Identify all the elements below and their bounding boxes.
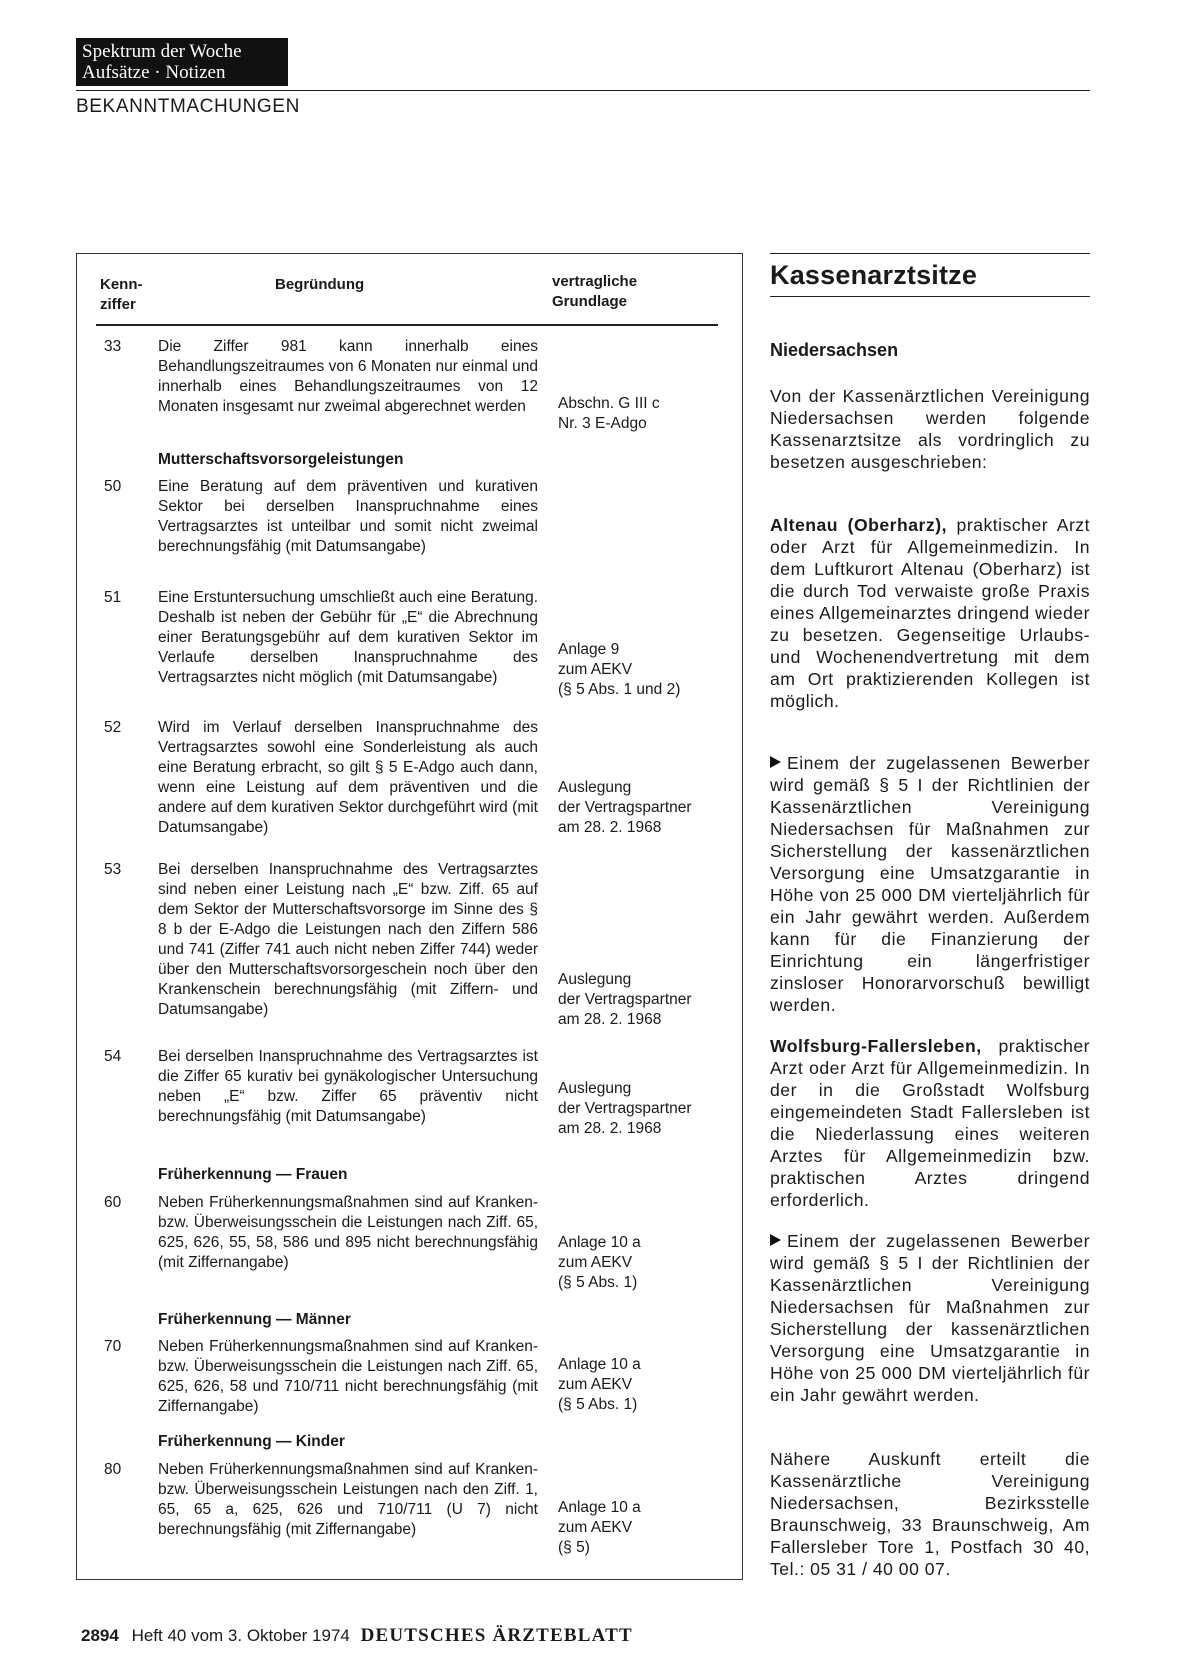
row-basis: Anlage 10 a zum AEKV (§ 5 Abs. 1)	[558, 1234, 641, 1291]
entry-wolfsburg	[770, 1035, 1090, 1211]
row-text: Neben Früherkennungsmaßnahmen sind auf Kranken- bzw. Überweisungsschein Leistungen nach den Ziff. 1, 65, 65 a, 625, 626 und 710/711 (U 7) nicht berechnungsfähig (mit Ziffernangabe)	[158, 1461, 538, 1538]
subhead-kinder: Früherkennung — Kinder	[158, 1433, 345, 1450]
row-number: 70	[104, 1338, 122, 1355]
subhead-frauen: Früherkennung — Frauen	[158, 1166, 348, 1183]
row-number: 33	[104, 338, 122, 355]
entry-place: Wolfsburg-Fallersleben,	[770, 1036, 982, 1056]
note-altenau	[770, 752, 1090, 1016]
row-basis: Anlage 9 zum AEKV (§ 5 Abs. 1 und 2)	[558, 641, 681, 698]
row-text: Eine Erstuntersuchung umschließt auch eine Beratung. Deshalb ist neben der Gebühr für „E“ die Abrechnung einer Beratungsgebühr auf dem kurativen Sektor im Verlaufe derselben Inanspruchnahme des Vertragsarztes nicht möglich (mit Datumsangabe)	[158, 589, 538, 686]
row-number: 52	[104, 719, 122, 736]
row-text: Bei derselben Inanspruchnahme des Vertragsarztes ist die Ziffer 65 kurativ bei gynäkologischer Untersuchung neben „E“ bzw. Ziffer 65 präventiv nicht berechnungsfähig (mit Datumsangabe)	[158, 1048, 538, 1125]
intro-paragraph: Von der Kassenärztlichen Vereinigung Niedersachsen werden folgende Kassenarztsitze als vordringlich zu besetzen ausgeschrieben:	[770, 386, 1090, 472]
header-rule	[76, 90, 1090, 91]
row-text: Wird im Verlauf derselben Inanspruchnahme des Vertragsarztes sowohl eine Sonderleistung als auch eine Beratung erbracht, so gilt § 5 E-Adgo auch dann, wenn eine Leistung auf dem präventiven und die andere auf dem kurativen Sektor durchgeführt wird (mit Datumsangabe)	[158, 719, 538, 836]
row-number: 53	[104, 861, 122, 878]
contact-paragraph: Nähere Auskunft erteilt die Kassenärztliche Vereinigung Niedersachsen, Bezirksstelle Braunschweig, 33 Braunschweig, Am Fallersleber Tore 1, Postfach 30 40, Tel.: 05 31 / 40 00 07.	[770, 1449, 1090, 1579]
title-rule-bottom	[770, 296, 1090, 297]
row-basis: Abschn. G III c Nr. 3 E-Adgo	[558, 395, 660, 432]
row-basis: Auslegung der Vertragspartner am 28. 2. 1968	[558, 779, 692, 836]
section-label: BEKANNTMACHUNGEN	[76, 96, 300, 117]
region-heading: Niedersachsen	[770, 340, 899, 360]
row-text: Neben Früherkennungsmaßnahmen sind auf Kranken- bzw. Überweisungsschein die Leistungen nach Ziff. 65, 625, 626, 58 und 710/711 nicht berechnungsfähig (mit Ziffernangabe)	[158, 1338, 538, 1415]
row-text: Neben Früherkennungsmaßnahmen sind auf Kranken- bzw. Überweisungsschein die Leistungen nach Ziff. 65, 625, 626, 55, 58, 586 und 895 nicht berechnungsfähig (mit Ziffernangabe)	[158, 1194, 538, 1271]
row-text: Bei derselben Inanspruchnahme des Vertragsarztes sind neben einer Leistung nach „E“ bzw. Ziff. 65 auf dem Sektor der Mutterschaftsvorsorge im Sinne des § 8 b der E-Adgo die Leistungen nach den Ziffern 586 und 741 (Ziffer 741 auch nicht neben Ziffer 744) weder über den Mutterschaftsvorsorgeschein noch über den Krankenschein berechnungsfähig (mit Ziffern- und Datumsangabe)	[158, 861, 538, 1018]
section-badge	[76, 38, 288, 86]
entry-place: Altenau (Oberharz),	[770, 515, 947, 535]
row-text: Eine Beratung auf dem präventiven und kurativen Sektor bei derselben Inanspruchnahme eines Vertragsarztes ist unteilbar und somit nicht zweimal berechnungsfähig (mit Datumsangabe)	[158, 478, 538, 555]
title-rule-top	[770, 253, 1090, 254]
journal-name: DEUTSCHES ÄRZTEBLATT	[360, 1625, 633, 1646]
col-header-num: Kenn- ziffer	[100, 276, 143, 313]
note-text: Einem der zugelassenen Bewerber wird gemäß § 5 I der Richtlinien der Kassenärztlichen Vereinigung Niedersachsen für Maßnahmen zur Sicherstellung der kassenärztlichen Versorgung eine Umsatzgarantie in Höhe von 25 000 DM vierteljährlich für ein Jahr gewährt werden.	[770, 1231, 1090, 1405]
row-number: 50	[104, 478, 122, 495]
row-number: 60	[104, 1194, 122, 1211]
row-text: Die Ziffer 981 kann innerhalb eines Behandlungszeitraumes von 6 Monaten nur einmal und innerhalb eines Behandlungszeitraumes von 12 Monaten insgesamt nur zweimal abgerechnet werden	[158, 338, 538, 415]
row-number: 51	[104, 589, 122, 606]
row-basis: Auslegung der Vertragspartner am 28. 2. 1968	[558, 1080, 692, 1137]
col-header-reason: Begründung	[275, 276, 365, 293]
issue-info: Heft 40 vom 3. Oktober 1974	[131, 1626, 350, 1645]
row-number: 80	[104, 1461, 122, 1478]
note-text: Einem der zugelassenen Bewerber wird gemäß § 5 I der Richtlinien der Kassenärztlichen Vereinigung Niedersachsen für Maßnahmen zur Sicherstellung der kassenärztlichen Versorgung eine Umsatzgarantie in Höhe von 25 000 DM vierteljährlich für ein Jahr gewährt werden. Außerdem kann für die Finanzierung der Einrichtung ein längerfristiger zinsloser Honorarvorschuß bewilligt werden.	[770, 753, 1090, 1015]
row-basis: Anlage 10 a zum AEKV (§ 5)	[558, 1499, 641, 1556]
row-basis: Auslegung der Vertragspartner am 28. 2. 1968	[558, 971, 692, 1028]
subhead-maenner: Früherkennung — Männer	[158, 1311, 351, 1328]
header-underline	[96, 324, 718, 326]
triangle-bullet-icon	[770, 1234, 781, 1246]
note-wolfsburg	[770, 1230, 1090, 1406]
entry-altenau	[770, 514, 1090, 712]
entry-text: praktischer Arzt oder Arzt für Allgemeinmedizin. In der in die Großstadt Wolfsburg eingemeindeten Stadt Fallersleben ist die Niederlassung eines weiteren Arztes für Allgemeinmedizin bzw. praktischen Arztes dringend erforderlich.	[770, 1036, 1090, 1210]
page-number: 2894	[81, 1626, 119, 1645]
row-basis: Anlage 10 a zum AEKV (§ 5 Abs. 1)	[558, 1356, 641, 1413]
row-number: 54	[104, 1048, 122, 1065]
badge-line-1: Spektrum der Woche	[82, 41, 242, 62]
entry-text: praktischer Arzt oder Arzt für Allgemeinmedizin. In dem Luftkurort Altenau (Oberharz) ist die durch Tod verwaiste große Praxis eines Allgemeinarztes dringend wieder zu besetzen. Gegenseitige Urlaubs- und Wochenendvertretung mit dem am Ort praktizierenden Kollegen ist möglich.	[770, 515, 1090, 711]
subhead-mutterschaft: Mutterschaftsvorsorgeleistungen	[158, 451, 404, 468]
page-footer	[81, 1625, 633, 1647]
badge-line-2: Aufsätze · Notizen	[82, 62, 226, 83]
col-header-basis: vertragliche Grundlage	[552, 273, 638, 310]
article-title: Kassenarztsitze	[770, 260, 978, 290]
triangle-bullet-icon	[770, 756, 781, 768]
